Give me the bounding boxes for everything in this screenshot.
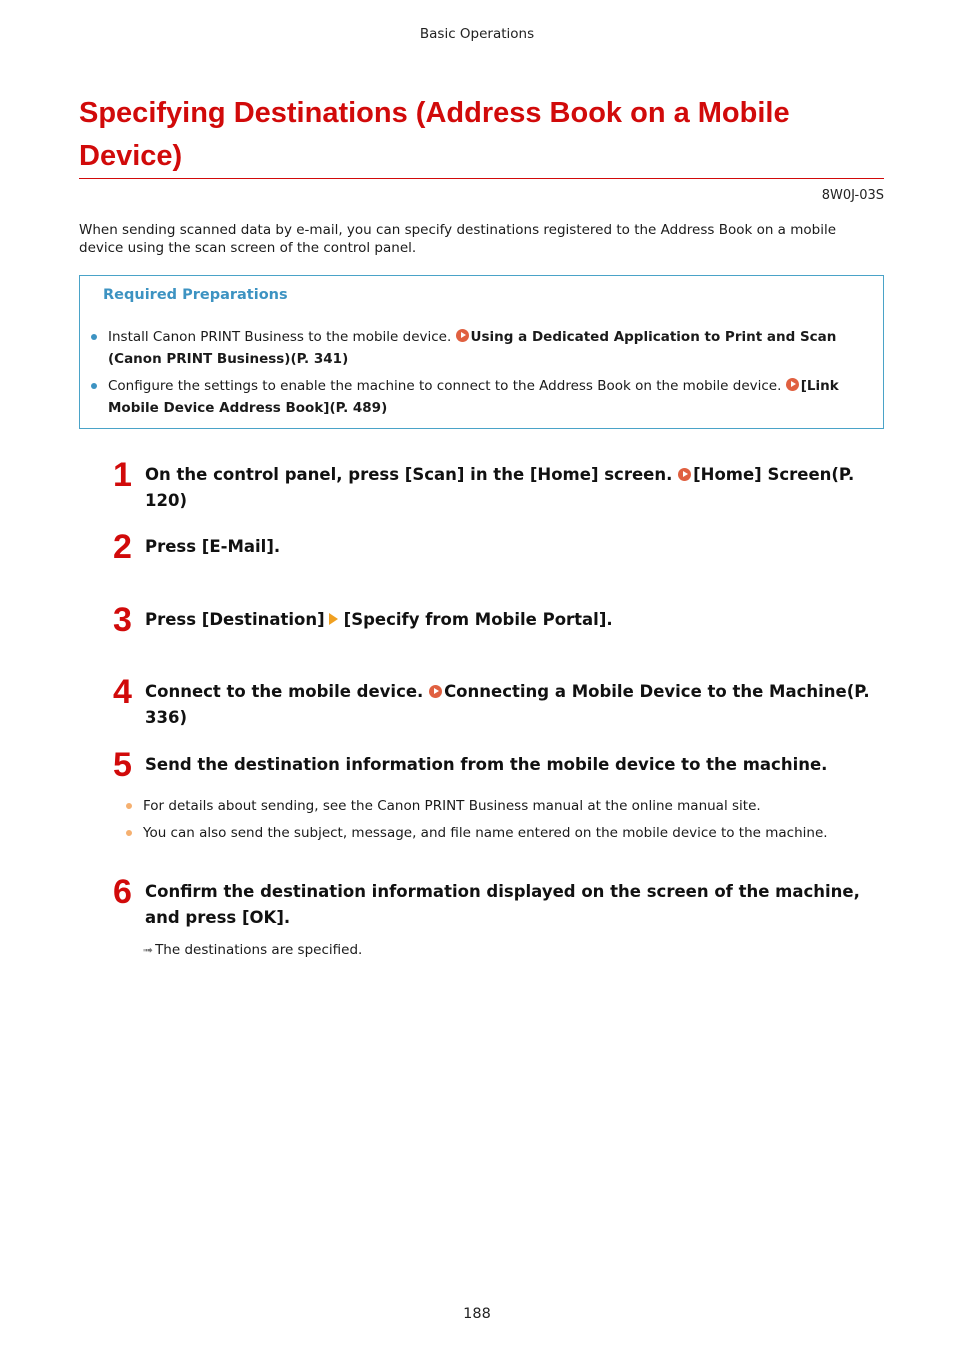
step-instruction: Confirm the destination information displayed on the screen of the machine, and press [OK].: [145, 882, 860, 927]
result-arrow-icon: ➟: [143, 943, 153, 957]
preparation-text: Configure the settings to enable the machine to connect to the Address Book on the mobile device.: [108, 378, 786, 394]
page-number: 188: [463, 1306, 491, 1322]
intro-paragraph: When sending scanned data by e-mail, you can specify destinations registered to the Address Book on a mobile device using the scan screen of the control panel.: [79, 222, 837, 256]
link-arrow-icon: [456, 329, 469, 342]
preparation-item: [108, 375, 853, 419]
step-5-note: [143, 824, 873, 842]
step-5-note: [143, 797, 873, 815]
document-id: 8W0J-03S: [821, 188, 884, 203]
step-instruction: On the control panel, press [Scan] in the [Home] screen.: [145, 465, 679, 484]
note-text: For details about sending, see the Canon PRINT Business manual at the online manual site.: [143, 798, 761, 814]
step-number: 2: [113, 528, 132, 566]
step-text: [145, 679, 870, 731]
link-text[interactable]: [Home] Screen(P. 120): [145, 465, 855, 510]
link-arrow-icon: [429, 685, 442, 698]
menu-path-arrow-icon: [329, 613, 338, 625]
preparations-title: Required Preparations: [103, 287, 288, 303]
link-text[interactable]: Connecting a Mobile Device to the Machine(P. 336): [145, 682, 870, 727]
step-number: 4: [113, 673, 132, 711]
link-arrow-icon: [678, 468, 691, 481]
step-instruction: Send the destination information from the mobile device to the machine.: [145, 755, 828, 774]
preparation-item: [108, 326, 853, 370]
bullet-icon: [91, 334, 97, 340]
step-instruction: Press [E-Mail].: [145, 537, 281, 556]
step-result: [143, 941, 362, 959]
link-arrow-icon: [786, 378, 799, 391]
required-preparations-box: [79, 275, 884, 429]
step-number: 1: [113, 456, 132, 494]
result-text: The destinations are specified.: [155, 942, 363, 958]
bullet-icon: [91, 383, 97, 389]
bullet-icon: [126, 830, 132, 836]
step-instruction: Connect to the mobile device.: [145, 682, 430, 701]
step-text: [145, 607, 870, 633]
step-instruction-target: [Specify from Mobile Portal].: [343, 610, 613, 629]
link-text[interactable]: Using a Dedicated Application to Print and Scan (Canon PRINT Business)(P. 341): [108, 329, 837, 367]
step-text: [145, 462, 870, 514]
step-number: 3: [113, 601, 132, 639]
step-instruction: Press [Destination]: [145, 610, 325, 629]
step-number: 6: [113, 873, 132, 911]
link-text[interactable]: [Link Mobile Device Address Book](P. 489): [108, 378, 839, 416]
page-title: Specifying Destinations (Address Book on a Mobile Device): [79, 97, 790, 172]
preparation-text: Install Canon PRINT Business to the mobile device.: [108, 329, 456, 345]
step-number: 5: [113, 746, 132, 784]
page-header: Basic Operations: [419, 26, 535, 42]
title-divider: [79, 178, 884, 179]
bullet-icon: [126, 803, 132, 809]
note-text: You can also send the subject, message, and file name entered on the mobile device to the machine.: [143, 825, 828, 841]
